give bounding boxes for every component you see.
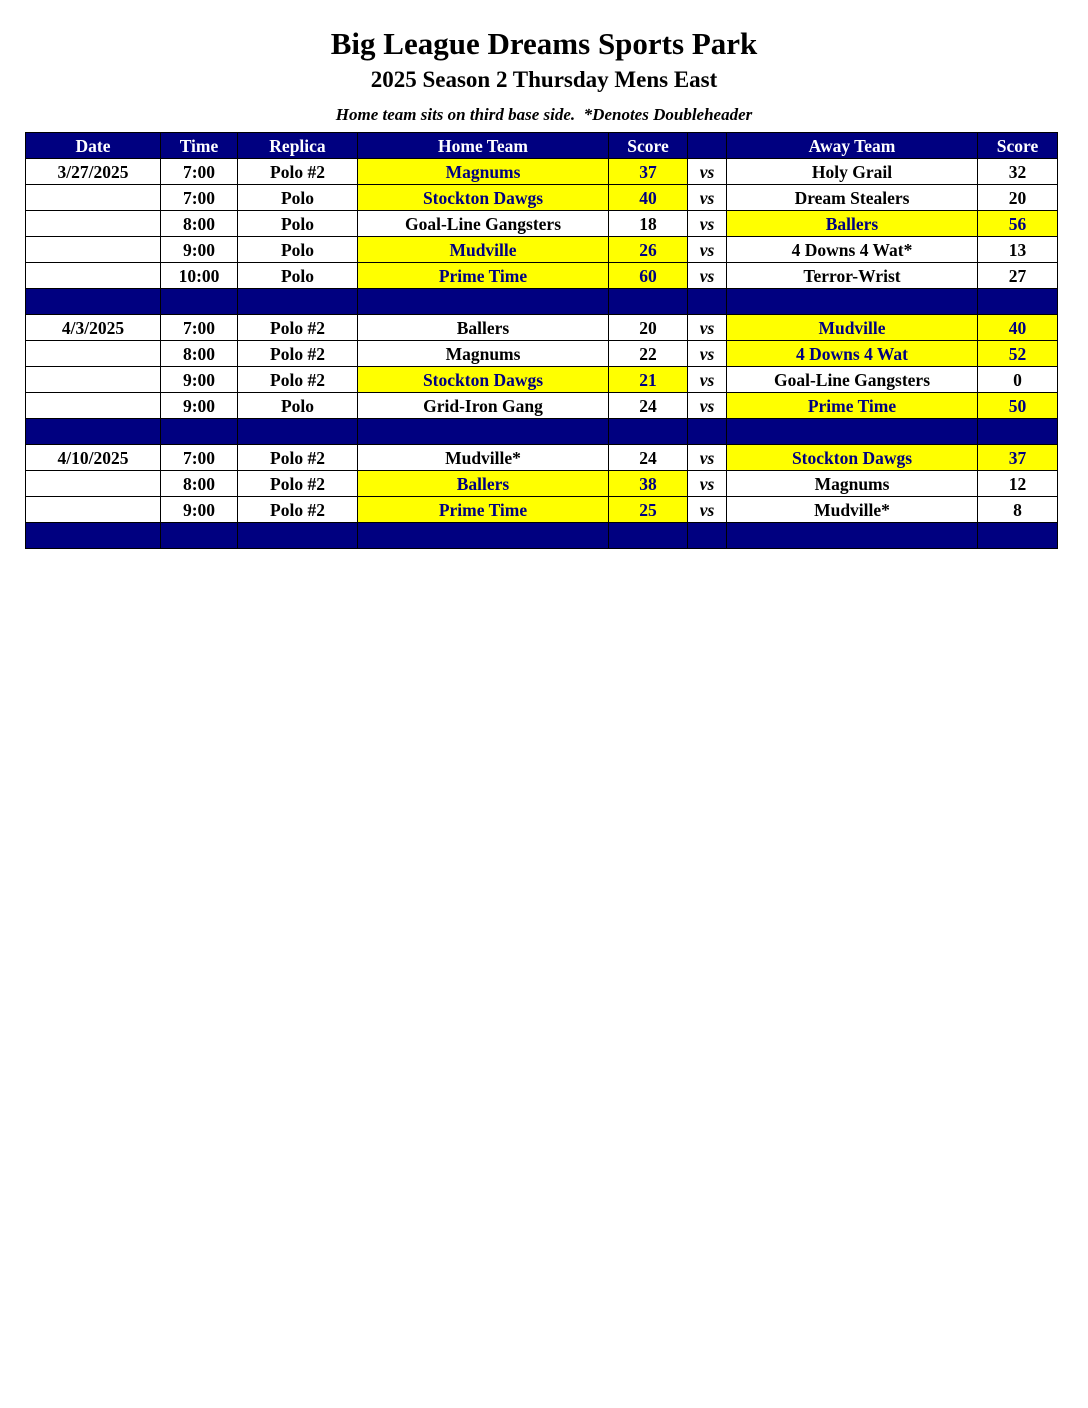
home-score-cell: 18 — [609, 211, 688, 237]
away-team-cell: Mudville* — [727, 497, 978, 523]
date-cell — [26, 497, 161, 523]
away-team-cell: Magnums — [727, 471, 978, 497]
replica-cell: Polo — [238, 185, 358, 211]
vs-cell: vs — [688, 159, 727, 185]
table-row — [26, 367, 1058, 393]
separator-cell — [238, 419, 358, 445]
separator-row — [26, 289, 1058, 315]
date-cell — [26, 341, 161, 367]
separator-cell — [727, 289, 978, 315]
away-score-cell: 20 — [978, 185, 1058, 211]
home-team-cell: Ballers — [358, 471, 609, 497]
separator-cell — [26, 419, 161, 445]
vs-cell: vs — [688, 211, 727, 237]
home-score-cell: 24 — [609, 393, 688, 419]
separator-cell — [727, 419, 978, 445]
vs-cell: vs — [688, 445, 727, 471]
away-team-cell: Terror-Wrist — [727, 263, 978, 289]
time-cell: 10:00 — [161, 263, 238, 289]
time-cell: 7:00 — [161, 445, 238, 471]
date-cell: 3/27/2025 — [26, 159, 161, 185]
separator-cell — [609, 523, 688, 549]
table-row — [26, 471, 1058, 497]
separator-row — [26, 419, 1058, 445]
date-cell — [26, 393, 161, 419]
separator-cell — [978, 289, 1058, 315]
replica-cell: Polo #2 — [238, 315, 358, 341]
home-team-cell: Ballers — [358, 315, 609, 341]
home-score-cell: 37 — [609, 159, 688, 185]
separator-cell — [26, 523, 161, 549]
home-score-cell: 20 — [609, 315, 688, 341]
header-date: Date — [26, 133, 161, 159]
away-team-cell: Stockton Dawgs — [727, 445, 978, 471]
page-title: Big League Dreams Sports Park — [330, 26, 758, 61]
separator-cell — [688, 523, 727, 549]
home-score-cell: 60 — [609, 263, 688, 289]
away-score-cell: 0 — [978, 367, 1058, 393]
time-cell: 8:00 — [161, 471, 238, 497]
separator-cell — [688, 289, 727, 315]
header-vs — [688, 133, 727, 159]
replica-cell: Polo #2 — [238, 159, 358, 185]
away-score-cell: 27 — [978, 263, 1058, 289]
home-score-cell: 22 — [609, 341, 688, 367]
away-team-cell: 4 Downs 4 Wat — [727, 341, 978, 367]
replica-cell: Polo #2 — [238, 341, 358, 367]
replica-cell: Polo #2 — [238, 471, 358, 497]
separator-cell — [238, 523, 358, 549]
away-score-cell: 37 — [978, 445, 1058, 471]
separator-cell — [161, 419, 238, 445]
vs-cell: vs — [688, 237, 727, 263]
away-score-cell: 8 — [978, 497, 1058, 523]
separator-cell — [358, 419, 609, 445]
time-cell: 9:00 — [161, 367, 238, 393]
vs-cell: vs — [688, 263, 727, 289]
replica-cell: Polo — [238, 263, 358, 289]
page-subtitle: 2025 Season 2 Thursday Mens East — [370, 67, 718, 92]
away-team-cell: Goal-Line Gangsters — [727, 367, 978, 393]
separator-cell — [978, 523, 1058, 549]
vs-cell: vs — [688, 341, 727, 367]
vs-cell: vs — [688, 497, 727, 523]
replica-cell: Polo #2 — [238, 367, 358, 393]
home-team-cell: Stockton Dawgs — [358, 185, 609, 211]
time-cell: 8:00 — [161, 341, 238, 367]
away-score-cell: 52 — [978, 341, 1058, 367]
date-cell — [26, 263, 161, 289]
away-team-cell: Ballers — [727, 211, 978, 237]
home-score-cell: 25 — [609, 497, 688, 523]
separator-cell — [238, 289, 358, 315]
date-cell — [26, 367, 161, 393]
home-team-cell: Stockton Dawgs — [358, 367, 609, 393]
separator-cell — [609, 419, 688, 445]
home-team-cell: Magnums — [358, 159, 609, 185]
home-team-cell: Prime Time — [358, 263, 609, 289]
time-cell: 7:00 — [161, 185, 238, 211]
schedule-table — [25, 132, 1058, 549]
replica-cell: Polo — [238, 393, 358, 419]
schedule-body — [26, 159, 1058, 549]
away-team-cell: Mudville — [727, 315, 978, 341]
vs-cell: vs — [688, 471, 727, 497]
date-cell — [26, 211, 161, 237]
separator-row — [26, 523, 1058, 549]
date-cell: 4/10/2025 — [26, 445, 161, 471]
away-score-cell: 50 — [978, 393, 1058, 419]
replica-cell: Polo #2 — [238, 445, 358, 471]
separator-cell — [26, 289, 161, 315]
away-team-cell: Dream Stealers — [727, 185, 978, 211]
table-row — [26, 159, 1058, 185]
vs-cell: vs — [688, 185, 727, 211]
time-cell: 8:00 — [161, 211, 238, 237]
home-team-cell: Magnums — [358, 341, 609, 367]
vs-cell: vs — [688, 367, 727, 393]
table-row — [26, 497, 1058, 523]
away-team-cell: Holy Grail — [727, 159, 978, 185]
table-row — [26, 263, 1058, 289]
away-score-cell: 12 — [978, 471, 1058, 497]
header-home-team: Home Team — [358, 133, 609, 159]
replica-cell: Polo — [238, 211, 358, 237]
date-cell — [26, 185, 161, 211]
away-score-cell: 32 — [978, 159, 1058, 185]
home-score-cell: 38 — [609, 471, 688, 497]
date-cell: 4/3/2025 — [26, 315, 161, 341]
table-row — [26, 315, 1058, 341]
header-time: Time — [161, 133, 238, 159]
separator-cell — [161, 289, 238, 315]
table-row — [26, 445, 1058, 471]
separator-cell — [358, 523, 609, 549]
home-score-cell: 26 — [609, 237, 688, 263]
away-score-cell: 40 — [978, 315, 1058, 341]
home-team-cell: Grid-Iron Gang — [358, 393, 609, 419]
date-cell — [26, 471, 161, 497]
table-header-row — [26, 133, 1058, 159]
home-score-cell: 40 — [609, 185, 688, 211]
table-row — [26, 211, 1058, 237]
header-replica: Replica — [238, 133, 358, 159]
home-team-cell: Mudville — [358, 237, 609, 263]
vs-cell: vs — [688, 315, 727, 341]
vs-cell: vs — [688, 393, 727, 419]
time-cell: 7:00 — [161, 315, 238, 341]
away-score-cell: 56 — [978, 211, 1058, 237]
header-away-score: Score — [978, 133, 1058, 159]
home-team-cell: Goal-Line Gangsters — [358, 211, 609, 237]
time-cell: 7:00 — [161, 159, 238, 185]
table-row — [26, 341, 1058, 367]
home-score-cell: 21 — [609, 367, 688, 393]
date-cell — [26, 237, 161, 263]
separator-cell — [358, 289, 609, 315]
table-row — [26, 393, 1058, 419]
replica-cell: Polo — [238, 237, 358, 263]
away-team-cell: Prime Time — [727, 393, 978, 419]
header-home-score: Score — [609, 133, 688, 159]
home-team-cell: Prime Time — [358, 497, 609, 523]
home-score-cell: 24 — [609, 445, 688, 471]
home-team-cell: Mudville* — [358, 445, 609, 471]
away-score-cell: 13 — [978, 237, 1058, 263]
separator-cell — [161, 523, 238, 549]
replica-cell: Polo #2 — [238, 497, 358, 523]
table-row — [26, 185, 1058, 211]
separator-cell — [978, 419, 1058, 445]
time-cell: 9:00 — [161, 497, 238, 523]
schedule-note: Home team sits on third base side. *Denotes Doubleheader — [335, 105, 753, 124]
time-cell: 9:00 — [161, 237, 238, 263]
table-row — [26, 237, 1058, 263]
header-away-team: Away Team — [727, 133, 978, 159]
separator-cell — [727, 523, 978, 549]
separator-cell — [688, 419, 727, 445]
separator-cell — [609, 289, 688, 315]
away-team-cell: 4 Downs 4 Wat* — [727, 237, 978, 263]
time-cell: 9:00 — [161, 393, 238, 419]
